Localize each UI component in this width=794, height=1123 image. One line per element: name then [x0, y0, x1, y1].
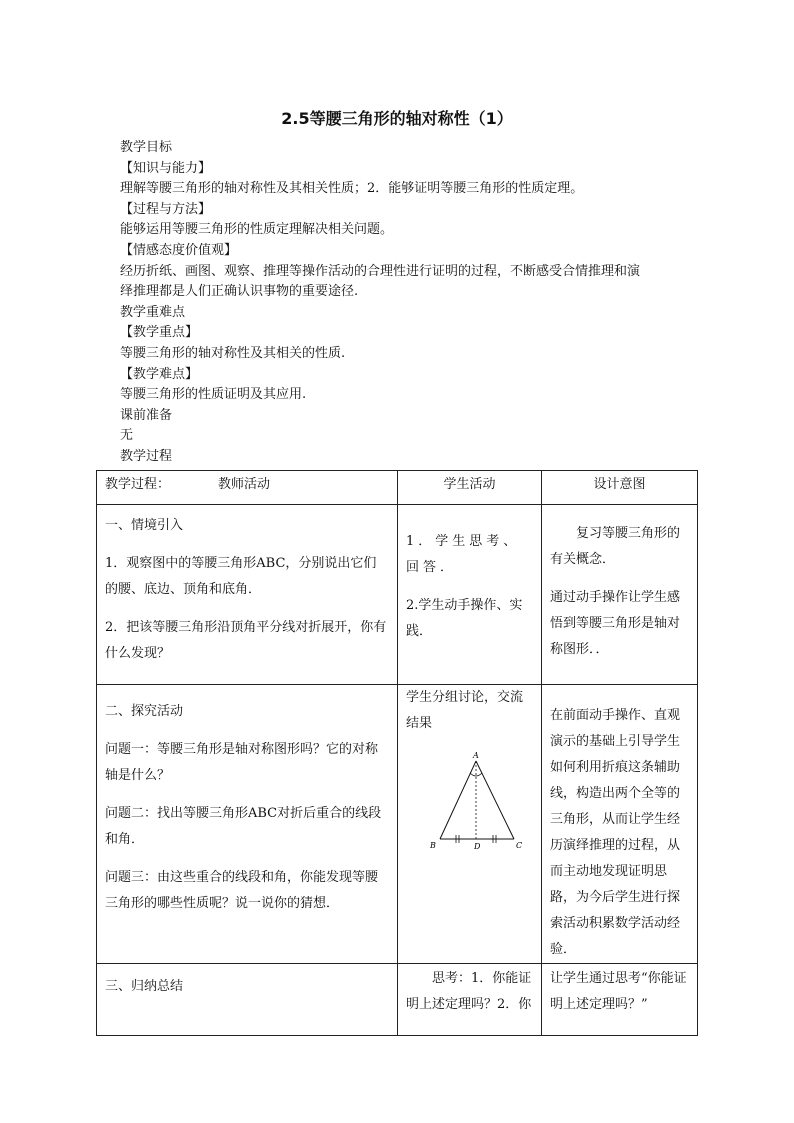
- header-process: 教学过程：: [105, 477, 171, 492]
- intro-line: 经历折纸、画图、观察、推理等操作活动的合理性进行证明的过程，不断感受合情推理和演: [120, 263, 641, 279]
- row1-student-cell: [398, 505, 542, 685]
- table-header-row: [97, 471, 698, 505]
- intro-line: 等腰三角形的轴对称性及其相关的性质.: [120, 345, 346, 361]
- intro-line: 无: [120, 428, 134, 444]
- intro-line: 【教学难点】: [120, 366, 199, 382]
- row2-heading: 二、探究活动: [105, 704, 184, 719]
- row1-design-text1: 复习等腰三角形的有关概念．: [550, 526, 681, 567]
- intro-line: 教学过程: [120, 448, 173, 464]
- row1-student-text2: 2.学生动手操作、实践．: [406, 598, 523, 639]
- intro-line: 【情感态度价值观】: [120, 242, 238, 258]
- intro-line: 理解等腰三角形的轴对称性及其相关性质；2．能够证明等腰三角形的性质定理。: [120, 181, 584, 197]
- row2-design-text: 在前面动手操作、直观演示的基础上引导学生如何利用折痕这条辅助线，构造出两个全等的三角形，从而让学生经历演绎推理的过程，从而主动地发现证明思路，为今后学生进行探索活动积累数学活动经验．: [550, 708, 681, 957]
- row1-design-cell: [542, 505, 698, 685]
- header-student: 学生活动: [398, 471, 542, 505]
- row2-question3: 问题三：由这些重合的线段和角，你能发现等腰三角形的哪些性质呢？说一说你的猜想．: [105, 870, 379, 911]
- intro-line: 教学重难点: [120, 304, 186, 320]
- row3-student-cell: [398, 964, 542, 1036]
- row1-student-text1: 1．学生思考、回答．: [406, 534, 521, 575]
- row3-heading: 三、归纳总结: [105, 979, 184, 994]
- row2-question2: 问题二：找出等腰三角形ABC对折后重合的线段和角．: [105, 806, 382, 847]
- row3-design-cell: [542, 964, 698, 1036]
- row2-teacher-cell: [97, 685, 398, 964]
- vertex-b-label: B: [430, 841, 436, 850]
- row2-question1: 问题一：等腰三角形是轴对称图形吗？它的对称轴是什么？: [105, 742, 379, 783]
- header-teacher-cell: [97, 471, 398, 505]
- table-row: [97, 964, 698, 1036]
- table-row: [97, 685, 698, 964]
- row1-question2: 2．把该等腰三角形沿顶角平分线对折展开，你有什么发现？: [105, 620, 387, 661]
- intro-line: 绎推理都是人们正确认识事物的重要途径.: [120, 284, 359, 300]
- table-row: [97, 505, 698, 685]
- row3-student-text: 思考：1．你能证明上述定理吗？2．你: [406, 971, 532, 1012]
- intro-line: 【过程与方法】: [120, 201, 212, 217]
- intro-section: [120, 138, 720, 468]
- row1-design-text2: 通过动手操作让学生感悟到等腰三角形是轴对称图形．．: [550, 590, 681, 657]
- vertex-c-label: C: [516, 841, 523, 850]
- intro-line: 教学目标: [120, 140, 173, 155]
- row1-heading: 一、情境引入: [105, 518, 184, 533]
- header-design: 设计意图: [542, 471, 698, 505]
- row2-design-cell: [542, 685, 698, 964]
- row1-teacher-cell: [97, 505, 398, 685]
- lesson-plan-table: [96, 470, 698, 1036]
- point-d-label: D: [474, 842, 481, 851]
- row1-question1: 1．观察图中的等腰三角形ABC，分别说出它们的腰、底边、顶角和底角．: [105, 556, 377, 597]
- isosceles-triangle-figure: [428, 751, 528, 851]
- vertex-a-label: A: [473, 751, 479, 760]
- row3-design-text: 让学生通过思考“你能证明上述定理吗？”: [550, 971, 687, 1012]
- page-title: 2.5等腰三角形的轴对称性（1）: [281, 109, 513, 128]
- row2-student-cell: [398, 685, 542, 964]
- intro-line: 【知识与能力】: [120, 160, 212, 176]
- intro-line: 能够运用等腰三角形的性质定理解决相关问题。: [120, 222, 394, 238]
- intro-line: 等腰三角形的性质证明及其应用.: [120, 387, 307, 403]
- intro-line: 课前准备: [120, 407, 173, 423]
- intro-line: 【教学重点】: [120, 325, 199, 341]
- header-teacher: 教师活动: [218, 477, 271, 492]
- row3-teacher-cell: [97, 964, 398, 1036]
- row2-student-text: 学生分组讨论，交流结果: [406, 690, 524, 731]
